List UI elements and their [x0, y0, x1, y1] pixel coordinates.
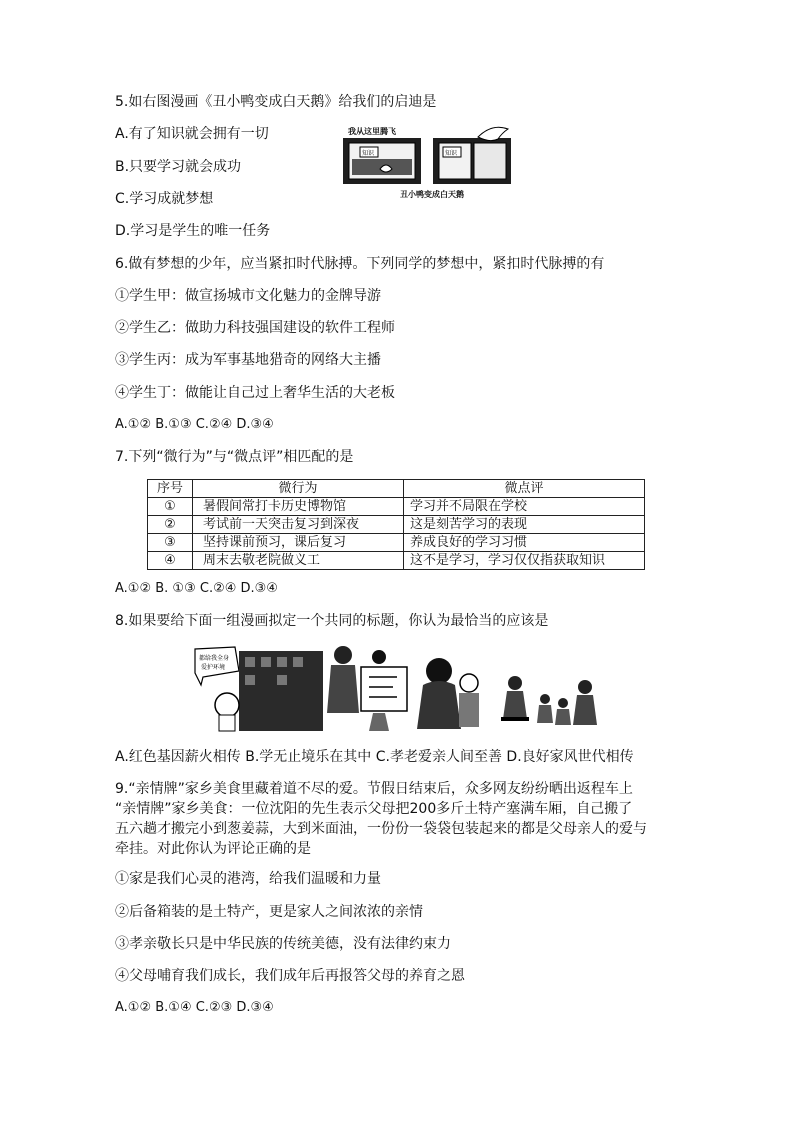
row-comment: 这不是学习，学习仅仅指获取知识: [404, 552, 645, 570]
comic-panel-3: [417, 658, 479, 729]
cartoon-caption-bottom: 丑小鸭变成白天鹅: [400, 190, 464, 199]
q6-statement-2: ②学生乙：做助力科技强国建设的软件工程师: [115, 320, 395, 336]
cartoon-caption-top: 我从这里腾飞: [348, 127, 396, 136]
q5-stem: 5.如右图漫画《丑小鸭变成白天鹅》给我们的启迪是: [115, 94, 437, 110]
q9-statement-4: ④父母哺育我们成长，我们成年后再报答父母的养育之恩: [115, 968, 465, 984]
row-number: ②: [148, 516, 193, 534]
comic-panel-1: [195, 647, 323, 731]
row-comment: 学习并不局限在学校: [404, 498, 645, 516]
row-behavior: 考试前一天突击复习到深夜: [193, 516, 404, 534]
table-row: [148, 534, 645, 552]
q9-statement-2: ②后备箱装的是土特产，更是家人之间浓浓的亲情: [115, 904, 423, 920]
q9-stem-line-1: 9.“亲情牌”家乡美食里藏着道不尽的爱。节假日结束后，众多网友纷纷晒出返程车上: [115, 781, 633, 797]
child-figure-icon: [215, 693, 239, 717]
family-comic-strip: [193, 643, 603, 735]
elder-figure-icon: [508, 676, 522, 690]
q7-header-behavior: 微行为: [193, 480, 404, 498]
q9-statement-3: ③孝亲敬长只是中华民族的传统美德，没有法律约束力: [115, 936, 451, 952]
sign-text-2: 爱护环境: [201, 665, 226, 671]
q5-option-a: A.有了知识就会拥有一切: [115, 126, 269, 142]
book-label-right: 知识: [445, 151, 458, 157]
row-comment: 这是刻苦学习的表现: [404, 516, 645, 534]
adult-figure-icon: [334, 646, 352, 664]
q7-table-header: [148, 480, 645, 498]
row-number: ①: [148, 498, 193, 516]
q6-statement-1: ①学生甲：做宣扬城市文化魅力的金牌导游: [115, 288, 381, 304]
q5-option-b: B.只要学习就会成功: [115, 159, 242, 175]
q6-statement-4: ④学生丁：做能让自己过上奢华生活的大老板: [115, 385, 395, 401]
q5-option-c: C.学习成就梦想: [115, 191, 214, 207]
row-comment: 养成良好的学习习惯: [404, 534, 645, 552]
q9-stem-line-3: 五六趟才搬完小到葱姜蒜，大到米面油，一份份一袋袋包装起来的都是父母亲人的爱与: [115, 821, 647, 837]
row-behavior: 暑假间常打卡历史博物馆: [193, 498, 404, 516]
q9-answer-options: A.①② B.①④ C.②③ D.③④: [115, 1000, 274, 1015]
q8-answer-options: A.红色基因薪火相传 B.学无止境乐在其中 C.孝老爱亲人间至善 D.良好家风世代相传: [115, 749, 634, 765]
q9-stem-line-4: 牵挂。对此你认为评论正确的是: [115, 841, 311, 857]
q5-option-d: D.学习是学生的唯一任务: [115, 223, 271, 239]
q7-header-comment: 微点评: [404, 480, 645, 498]
q6-answer-options: A.①② B.①③ C.②④ D.③④: [115, 417, 274, 432]
parent-figure-icon: [426, 658, 452, 684]
row-number: ③: [148, 534, 193, 552]
row-behavior: 坚持课前预习，课后复习: [193, 534, 404, 552]
row-number: ④: [148, 552, 193, 570]
table-row: [148, 516, 645, 534]
book-label-left: 知识: [362, 151, 375, 157]
q9-stem: [115, 779, 685, 859]
comic-panel-4: [501, 676, 597, 725]
table-row: [148, 498, 645, 516]
q7-table: [147, 479, 645, 570]
q9-stem-line-2: “亲情牌”家乡美食：一位沈阳的先生表示父母把200多斤土特产塞满车厢，自己搬了: [115, 801, 633, 817]
easel-board: [361, 667, 407, 711]
q7-header-no: 序号: [148, 480, 193, 498]
sign-text-1: 都给我全身: [199, 656, 230, 662]
q6-statement-3: ③学生丙：成为军事基地猎奇的网络大主播: [115, 352, 381, 368]
q7-answer-options: A.①② B. ①③ C.②④ D.③④: [115, 581, 278, 596]
ugly-duckling-cartoon: [340, 125, 516, 200]
row-behavior: 周末去敬老院做义工: [193, 552, 404, 570]
q7-stem: 7.下列“微行为”与“微点评”相匹配的是: [115, 449, 354, 465]
q9-statement-1: ①家是我们心灵的港湾，给我们温暖和力量: [115, 871, 381, 887]
table-row: [148, 552, 645, 570]
q8-stem: 8.如果要给下面一组漫画拟定一个共同的标题，你认为最恰当的应该是: [115, 613, 549, 629]
comic-panel-2: [327, 646, 407, 731]
q6-stem: 6.做有梦想的少年，应当紧扣时代脉搏。下列同学的梦想中，紧扣时代脉搏的有: [115, 256, 605, 272]
